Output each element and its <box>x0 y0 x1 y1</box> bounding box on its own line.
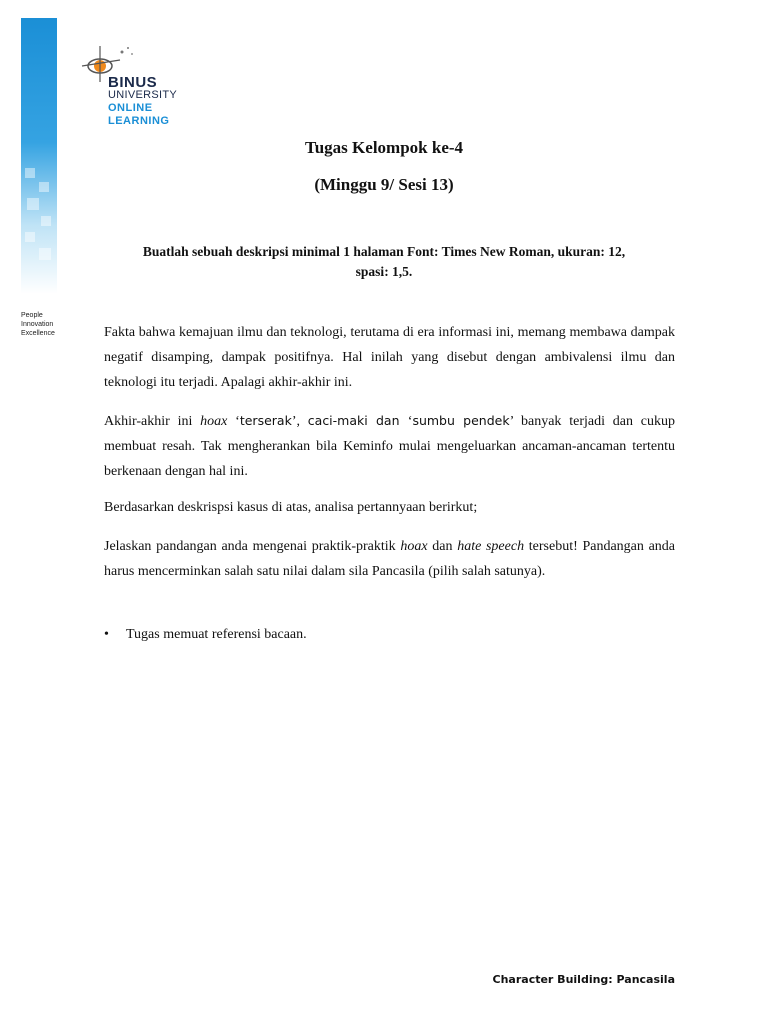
document-title: Tugas Kelompok ke-4 <box>304 138 464 157</box>
paragraph-2: Akhir-akhir ini hoax ‘terserak’, caci-maki dan ‘sumbu pendek’ banyak terjadi dan cukup membuat resah. Tak mengherankan bila Keminfo mulai mengeluarkan ancaman-ancaman tertentu berkenaan dengan hal ini. <box>104 413 675 479</box>
tagline-line: People <box>21 312 43 319</box>
hoax-term: hoax <box>200 414 228 429</box>
logo-binus: BINUS <box>108 74 158 91</box>
bullet-icon: • <box>104 627 109 642</box>
document-subtitle: (Minggu 9/ Sesi 13) <box>314 175 454 194</box>
footer-course-title: Character Building: Pancasila <box>492 973 675 986</box>
bullet-text: Tugas memuat referensi bacaan. <box>126 627 307 642</box>
instruction-line: Buatlah sebuah deskripsi minimal 1 halaman Font: Times New Roman, ukuran: 12, <box>142 244 626 259</box>
bullet-item <box>104 624 307 646</box>
hate-speech-term: hate speech <box>457 539 525 554</box>
logo-online: ONLINE <box>108 102 153 114</box>
tagline-line: Excellence <box>21 330 55 337</box>
tagline-line: Innovation <box>21 321 54 328</box>
logo-learning: LEARNING <box>108 115 170 127</box>
paragraph-4: Jelaskan pandangan anda mengenai praktik-praktik hoax dan hate speech tersebut! Pandangan anda harus mencerminkan salah satu nilai dalam sila Pancasila (pilih salah satunya). <box>104 539 675 579</box>
logo-university: UNIVERSITY <box>108 89 178 101</box>
paragraph-3: Berdasarkan deskrispsi kasus di atas, analisa pertannyaan berirkut; <box>104 500 478 515</box>
instruction-line: spasi: 1,5. <box>355 264 413 279</box>
tagline <box>21 311 55 338</box>
logo-text <box>108 76 177 128</box>
paragraph-1: Fakta bahwa kemajuan ilmu dan teknologi, terutama di era informasi ini, memang membawa dampak negatif disamping, dampak positifnya. Hal inilah yang disebut dengan ambivalensi ilmu dan teknologi itu terjadi. Apalagi akhir-akhir ini. <box>104 325 675 390</box>
instruction <box>104 242 664 282</box>
hoax-term: hoax <box>400 539 428 554</box>
